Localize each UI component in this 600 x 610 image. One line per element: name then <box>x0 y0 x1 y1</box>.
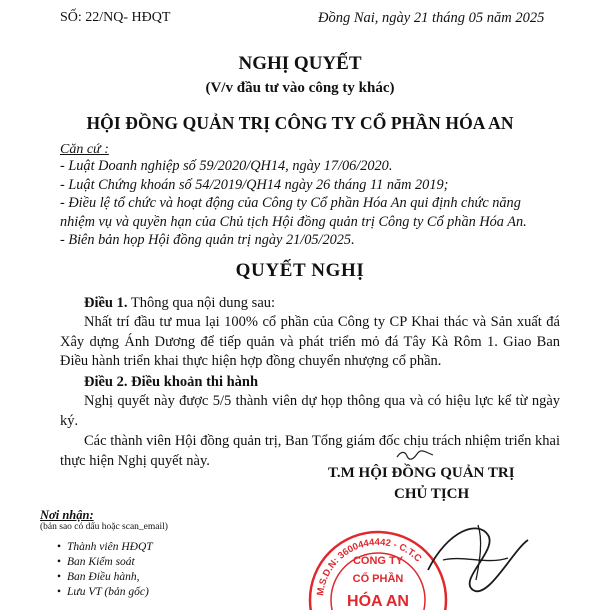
basis-item: - Điều lệ tổ chức và hoạt động của Công ty Cổ phần Hóa An qui định chức năng <box>60 195 521 211</box>
article-2-heading: Điều 2. Điều khoản thi hành <box>84 374 259 390</box>
svg-text:CỔ PHẦN: CỔ PHẦN <box>352 573 404 585</box>
basis-item: - Luật Doanh nghiệp số 59/2020/QH14, ngày 17/06/2020. <box>60 158 393 174</box>
document-subtitle: (V/v đầu tư vào công ty khác) <box>205 80 395 96</box>
initial-scribble <box>395 448 435 462</box>
basis-item: - Luật Chứng khoán số 54/2019/QH14 ngày 26 tháng 11 năm 2019; <box>60 176 449 193</box>
article-1-heading <box>60 294 560 314</box>
svg-text:HÓA AN: HÓA AN <box>347 593 409 610</box>
svg-text:M.S.D.N: 3600444442 - C.T.C: M.S.D.N: 3600444442 - C.T.C <box>315 536 424 597</box>
place-and-date: Đồng Nai, ngày 21 tháng 05 năm 2025 <box>318 10 545 26</box>
recipients-label: Nơi nhận: <box>40 508 94 522</box>
basis-item: - Biên bản họp Hội đồng quản trị ngày 21/05/2025. <box>60 232 355 248</box>
decision-title: QUYẾT NGHỊ <box>235 260 365 281</box>
board-name: HỘI ĐỒNG QUẢN TRỊ CÔNG TY CỔ PHẦN HÓA AN <box>86 113 514 133</box>
recipient-item: • Ban Điều hành, <box>57 570 153 585</box>
recipients-list <box>57 540 153 600</box>
basis-list <box>60 157 580 250</box>
basis-label: Căn cứ : <box>60 142 109 157</box>
basis-item: nhiệm vụ và quyền hạn của Chủ tịch Hội đồng quản trị Công ty Cổ phần Hóa An. <box>60 213 527 230</box>
document-title: NGHỊ QUYẾT <box>238 53 362 74</box>
article-1-body: Nhất trí đầu tư mua lại 100% cổ phần của Công ty CP Khai thác và Sản xuất đá Xây dựng Ánh Dương để tiếp quản và phát triển mỏ đá Tây Kà Rôm 1. Giao Ban Điều hành triển khai thực hiện hợp đồng chuyển nhượng cổ phần. <box>60 314 560 369</box>
recipient-item: • Lưu VT (bản gốc) <box>57 585 153 600</box>
signature-title: T.M HỘI ĐỒNG QUẢN TRỊ <box>328 465 515 481</box>
svg-text:CÔNG TY: CÔNG TY <box>352 555 404 567</box>
article-1-lead: Thông qua nội dung sau: <box>127 295 276 311</box>
article-2-body-1: Nghị quyết này được 5/5 thành viên dự họp thông qua và có hiệu lực kể từ ngày ký. <box>60 393 560 429</box>
recipients-note: (bản sao có dấu hoặc scan_email) <box>40 522 168 532</box>
handwritten-signature <box>418 510 538 600</box>
signature-role: CHỦ TỊCH <box>394 486 470 502</box>
document-number: SỐ: 22/NQ- HĐQT <box>60 10 171 25</box>
recipient-item: • Thành viên HĐQT <box>57 540 153 555</box>
article-1-label: Điều 1. <box>84 295 128 311</box>
article-2-body-2: Các thành viên Hội đồng quản trị, Ban Tổng giám đốc chịu trách nhiệm triển khai thực hiện Nghị quyết này. <box>60 433 560 469</box>
recipient-item: • Ban Kiểm soát <box>57 555 153 570</box>
